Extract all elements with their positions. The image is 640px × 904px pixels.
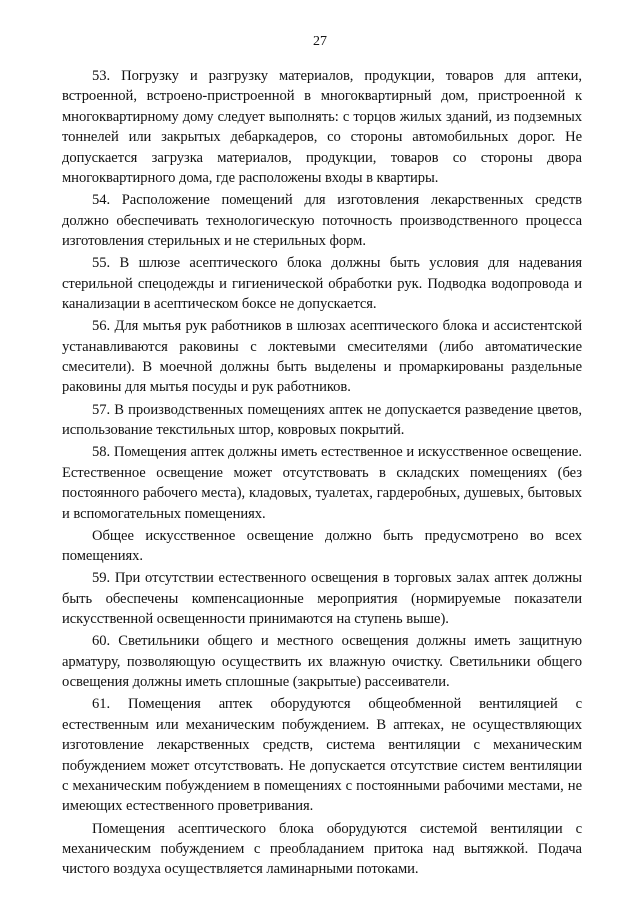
page-number: 27 xyxy=(313,34,327,49)
paragraph-61: 61. Помещения аптек оборудуются общеобменной вентиляцией с естественным или механическим побуждением. В аптеках, не осуществляющих изготовление лекарственных средств, система вентиляции с механическим побуждением может отсутствовать. Не допускается отсутствие систем вентиляции с механическим побуждением в помещениях с постоянными рабочими местами, не имеющих естественного проветривания. xyxy=(62,696,582,815)
paragraph-60: 60. Светильники общего и местного освещения должны иметь защитную арматуру, позволяющую осуществить их влажную очистку. Светильники общего освещения должны иметь сплошные (закрытые) рассеиватели. xyxy=(62,633,582,691)
paragraph-61-continued: Помещения асептического блока оборудуются системой вентиляции с механическим побуждением с преобладанием притока над вытяжкой. Подача чистого воздуха осуществляется ламинарными потоками. xyxy=(62,820,582,878)
paragraph-58: 58. Помещения аптек должны иметь естественное и искусственное освещение. Естественное освещение может отсутствовать в складских помещениях (без постоянного рабочего места), кладовых, туалетах, гардеробных, душевых, бытовых и вспомогательных помещениях. xyxy=(62,444,582,522)
paragraph-55: 55. В шлюзе асептического блока должны быть условия для надевания стерильной спецодежды и гигиенической обработки рук. Подводка водопровода и канализации в асептическом боксе не допускается. xyxy=(62,255,582,313)
paragraph-56: 56. Для мытья рук работников в шлюзах асептического блока и ассистентской устанавливаются раковины с локтевыми смесителями (либо автоматические смесители). В моечной должны быть выделены и промаркированы раздельные раковины для мытья посуды и рук работников. xyxy=(62,318,582,396)
paragraph-59: 59. При отсутствии естественного освещения в торговых залах аптек должны быть обеспечены компенсационные мероприятия (нормируемые показатели искусственной освещенности принимаются на ступень выше). xyxy=(62,570,582,628)
document-body xyxy=(62,66,582,882)
paragraph-54: 54. Расположение помещений для изготовления лекарственных средств должно обеспечивать технологическую поточность производственного процесса изготовления стерильных и не стерильных форм. xyxy=(62,192,582,250)
paragraph-53: 53. Погрузку и разгрузку материалов, продукции, товаров для аптеки, встроенной, встроено-пристроенной в многоквартирный дом, пристроенной к многоквартирному дому следует выполнять: с торцов жилых зданий, из подземных тоннелей или закрытых дебаркадеров, со стороны автомобильных дорог. Не допускается загрузка материалов, продукции, товаров со стороны двора многоквартирного дома, где расположены входы в квартиры. xyxy=(62,68,582,187)
paragraph-58-continued: Общее искусственное освещение должно быть предусмотрено во всех помещениях. xyxy=(62,527,582,565)
paragraph-57: 57. В производственных помещениях аптек не допускается разведение цветов, использование текстильных штор, ковровых покрытий. xyxy=(62,401,582,439)
